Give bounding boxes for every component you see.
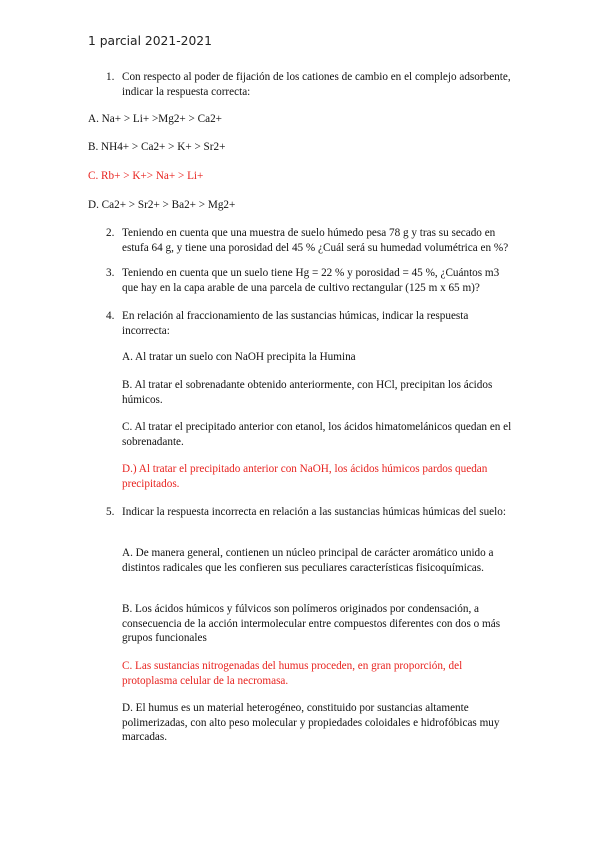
q1-option-c-correct: C. Rb+ > K+> Na+ > Li+ bbox=[88, 170, 204, 182]
question-3 bbox=[106, 266, 516, 295]
q4-option-d-answer: D.) Al tratar el precipitado anterior con NaOH, los ácidos húmicos pardos quedan precipitados. bbox=[122, 463, 488, 490]
q1-option-b: B. NH4+ > Ca2+ > K+ > Sr2+ bbox=[88, 141, 226, 153]
q5-option-c-answer: C. Las sustancias nitrogenadas del humus proceden, en gran proporción, del protoplasma celular de la necromasa. bbox=[122, 660, 463, 687]
q5-option-a: A. De manera general, contienen un núcleo principal de carácter aromático unido a distintos radicales que les confieren sus peculiares características fisicoquímicas. bbox=[122, 547, 494, 574]
question-number: 2. bbox=[106, 227, 115, 239]
question-5 bbox=[106, 505, 516, 520]
q5-option-b: B. Los ácidos húmicos y fúlvicos son polímeros originados por condensación, a consecuencia de la acción intermolecular entre compuestos diferentes con dos o más grupos funcionales bbox=[122, 603, 501, 645]
q1-option-d: D. Ca2+ > Sr2+ > Ba2+ > Mg2+ bbox=[88, 199, 236, 211]
question-text: Teniendo en cuenta que una muestra de suelo húmedo pesa 78 g y tras su secado en estufa 64 g, y tiene una porosidad del 45 % ¿Cuál será su humedad volumétrica en %? bbox=[122, 227, 509, 254]
question-text: Teniendo en cuenta que un suelo tiene Hg = 22 % y porosidad = 45 %, ¿Cuántos m3 que hay en la capa arable de una parcela de cultivo rectangular (125 m x 65 m)? bbox=[122, 267, 500, 294]
question-2 bbox=[106, 226, 516, 255]
question-number: 5. bbox=[106, 506, 115, 518]
question-number: 3. bbox=[106, 267, 115, 279]
question-text: Con respecto al poder de fijación de los cationes de cambio en el complejo adsorbente, indicar la respuesta correcta: bbox=[122, 71, 511, 98]
question-text: En relación al fraccionamiento de las sustancias húmicas, indicar la respuesta incorrecta: bbox=[122, 310, 469, 337]
question-1 bbox=[106, 70, 516, 99]
q1-option-a: A. Na+ > Li+ >Mg2+ > Ca2+ bbox=[88, 113, 222, 125]
question-text: Indicar la respuesta incorrecta en relación a las sustancias húmicas húmicas del suelo: bbox=[122, 506, 506, 518]
q4-option-b: B. Al tratar el sobrenadante obtenido anteriormente, con HCl, precipitan los ácidos húmicos. bbox=[122, 379, 493, 406]
question-number: 4. bbox=[106, 310, 115, 322]
q5-option-d: D. El humus es un material heterogéneo, constituido por sustancias altamente polimerizadas, con alto peso molecular y propiedades coloidales e hidrofóbicas muy marcadas. bbox=[122, 702, 500, 744]
q4-option-a: A. Al tratar un suelo con NaOH precipita la Humina bbox=[122, 351, 356, 363]
q4-option-c: C. Al tratar el precipitado anterior con etanol, los ácidos himatomelánicos quedan en el sobrenadante. bbox=[122, 421, 512, 448]
question-number: 1. bbox=[106, 71, 115, 83]
document-title: 1 parcial 2021-2021 bbox=[88, 34, 212, 48]
question-4 bbox=[106, 309, 516, 338]
